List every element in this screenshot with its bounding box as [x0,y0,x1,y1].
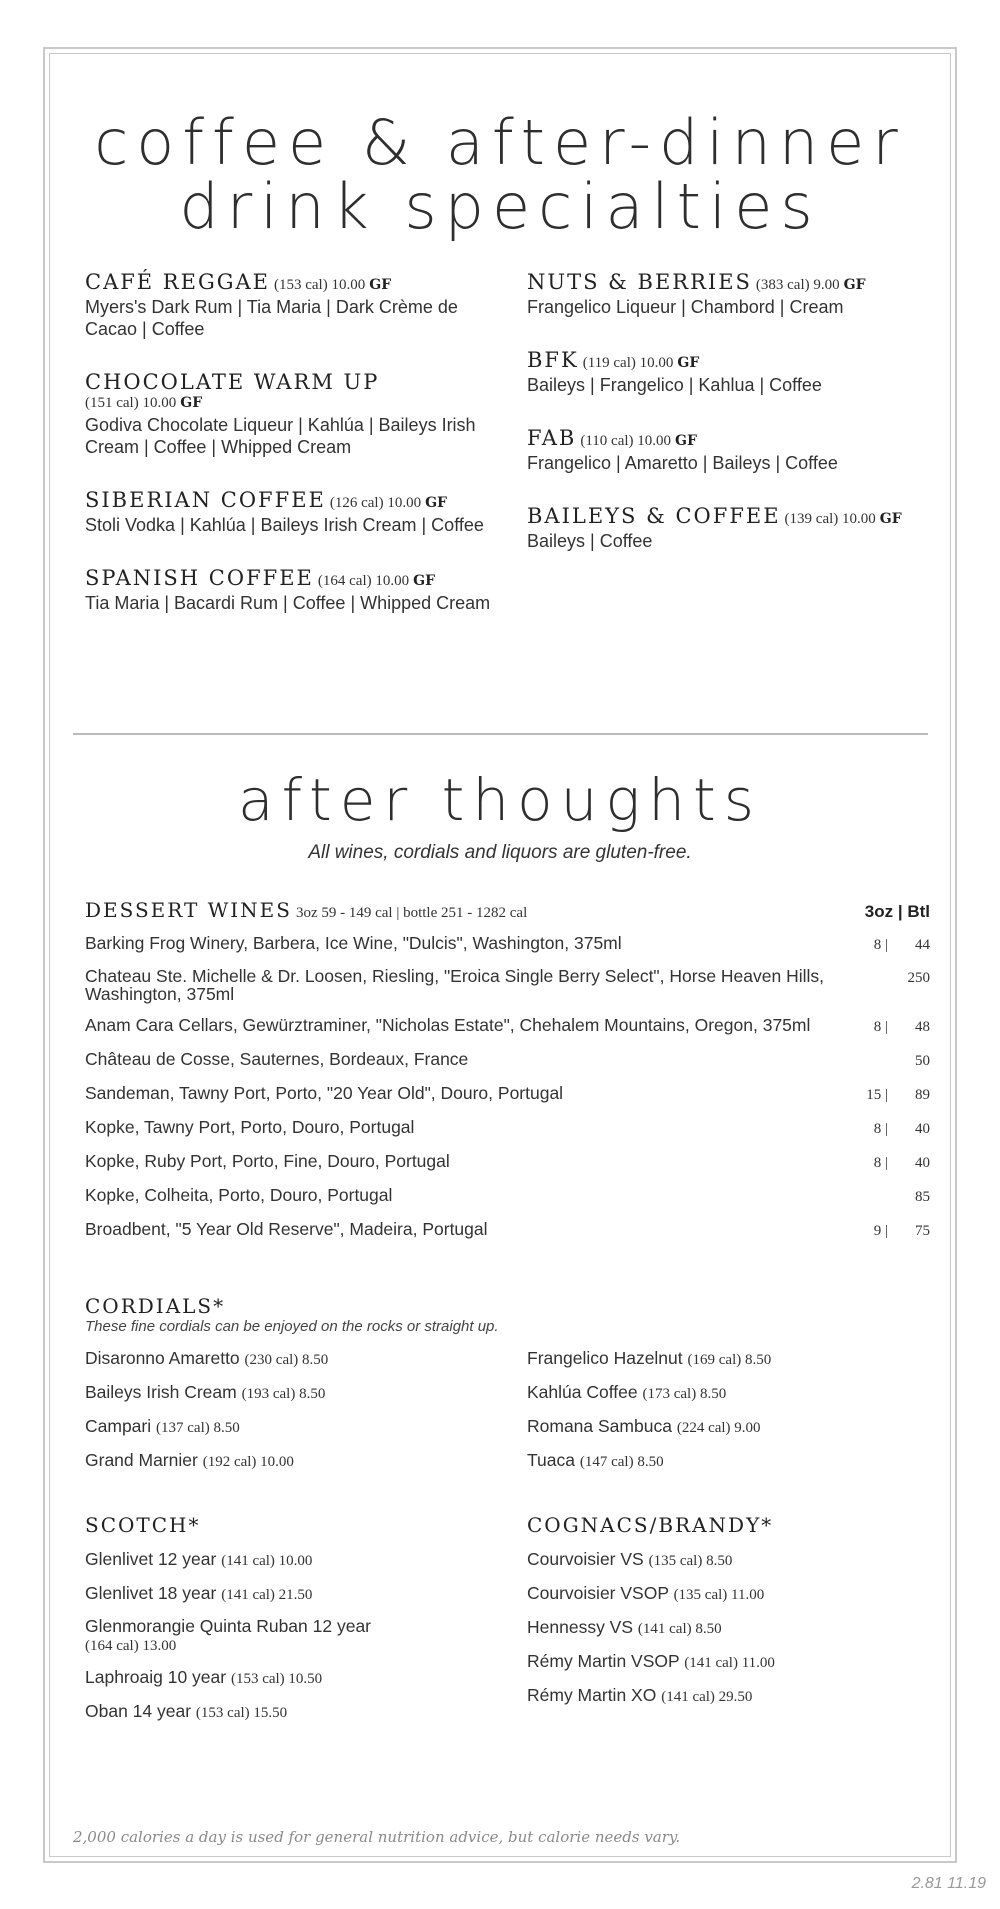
specialty-description: Myers's Dark Rum | Tia Maria | Dark Crème de Cacao | Coffee [85,297,458,339]
cordial-item [85,1416,505,1438]
gluten-free-badge: GF [879,511,902,527]
wine-price-3oz: 9 | [873,1223,888,1239]
gluten-free-badge: GF [413,573,436,589]
wine-name: Kopke, Ruby Port, Porto, Fine, Douro, Portugal [85,1151,450,1171]
wine-name: Château de Cosse, Sauternes, Bordeaux, France [85,1049,469,1069]
gluten-free-badge: GF [425,495,447,511]
cognac-name: Hennessy VS [527,1617,634,1637]
specialty-description: Frangelico Liqueur | Chambord | Cream [527,297,844,317]
wine-name: Chateau Ste. Michelle & Dr. Loosen, Riesling, "Eroica Single Berry Select", Horse Heaven Hills, Washington, 375ml [85,966,825,1004]
wine-price-bottle: 44 [915,937,930,953]
cordial-price: (193 cal) 8.50 [241,1386,326,1402]
dessert-wines-calories: 3oz 59 - 149 cal | bottle 251 - 1282 cal [295,905,528,921]
scotch-name: Glenlivet 12 year [85,1549,217,1569]
cognacs-section [527,1513,927,1707]
cognac-price: (135 cal) 8.50 [648,1553,733,1569]
cordial-price: (147 cal) 8.50 [579,1454,664,1470]
specialty-item [85,370,495,458]
scotch-price: (164 cal) 13.00 [85,1638,177,1654]
specialty-meta: (151 cal) 10.00 [85,395,177,411]
gluten-free-badge: GF [843,277,866,293]
cordial-item [85,1382,505,1404]
wine-row [85,1186,930,1207]
dessert-wines-section [85,898,930,1241]
cordials-note: These fine cordials can be enjoyed on the rocks or straight up. [85,1318,499,1335]
dessert-wines-header [85,898,930,928]
dessert-wines-heading: DESSERT WINES [85,898,292,922]
scotch-item [85,1701,505,1723]
cordial-price: (169 cal) 8.50 [687,1352,772,1368]
cordials-left-list [85,1348,505,1472]
specialty-name: FAB [527,426,577,450]
specialty-description: Tia Maria | Bacardi Rum | Coffee | Whipped Cream [85,593,491,613]
specialty-description: Frangelico | Amaretto | Baileys | Coffee [527,453,838,473]
cognac-name: Rémy Martin VSOP [527,1651,680,1671]
price-column-header: 3oz | Btl [864,902,930,921]
wine-price-3oz: 8 | [873,1019,888,1035]
specialty-description: Baileys | Coffee [527,531,653,551]
cognac-price: (141 cal) 8.50 [637,1621,722,1637]
wine-row [85,1084,930,1105]
wine-price-bottle: 89 [915,1087,930,1103]
cognac-name: Courvoisier VSOP [527,1583,669,1603]
specialty-meta: (119 cal) 10.00 [582,355,674,371]
wine-name: Sandeman, Tawny Port, Porto, "20 Year Old", Douro, Portugal [85,1083,564,1103]
calorie-disclaimer: 2,000 calories a day is used for general nutrition advice, but calorie needs vary. [73,1828,681,1846]
wine-price-3oz [845,1186,888,1188]
wine-price-bottle: 48 [915,1019,930,1035]
cordial-name: Romana Sambuca [527,1416,672,1436]
specialty-meta: (164 cal) 10.00 [317,573,410,589]
cognac-item [527,1549,927,1571]
wine-row [85,934,930,955]
gluten-free-badge: GF [180,395,203,411]
cognac-item [527,1651,927,1673]
specialty-item [527,348,927,396]
scotch-price: (141 cal) 21.50 [221,1587,313,1603]
scotch-section [85,1513,505,1723]
specialty-description: Godiva Chocolate Liqueur | Kahlúa | Baileys Irish Cream | Coffee | Whipped Cream [85,415,476,457]
specialty-name: SPANISH COFFEE [85,566,314,590]
scotch-name: Glenlivet 18 year [85,1583,217,1603]
gluten-free-note: All wines, cordials and liquors are gluten-free. [308,842,692,863]
cordial-name: Disaronno Amaretto [85,1348,240,1368]
scotch-name: Laphroaig 10 year [85,1667,227,1687]
wine-price-3oz: 8 | [873,1155,888,1171]
cognac-item [527,1685,927,1707]
specialty-description: Baileys | Frangelico | Kahlua | Coffee [527,375,822,395]
cordial-item [527,1348,927,1370]
scotch-heading: SCOTCH* [85,1513,201,1537]
cognac-price: (135 cal) 11.00 [673,1587,765,1603]
cordial-price: (224 cal) 9.00 [676,1420,761,1436]
wine-price-3oz [845,967,888,969]
wine-name: Kopke, Colheita, Porto, Douro, Portugal [85,1185,393,1205]
scotch-item [85,1583,505,1605]
menu-version-code: 2.81 11.19 [911,1875,986,1892]
cordial-name: Frangelico Hazelnut [527,1348,683,1368]
wine-price-3oz: 15 | [866,1087,888,1103]
page-title-line1: coffee & after-dinner [94,106,906,179]
specialty-name: NUTS & BERRIES [527,270,752,294]
wine-price-bottle: 40 [915,1155,930,1171]
cognac-price: (141 cal) 11.00 [684,1655,775,1671]
wine-row [85,1152,930,1173]
specialty-meta: (153 cal) 10.00 [274,277,366,293]
cordial-item [85,1348,505,1370]
gluten-free-badge: GF [369,277,392,293]
specialty-meta: (139 cal) 10.00 [784,511,876,527]
specialty-meta: (126 cal) 10.00 [329,495,422,511]
specialty-item [527,270,927,318]
specialties-right-column [527,270,927,582]
page-title-line2: drink specialties [179,170,821,243]
specialty-item [85,566,495,614]
wine-name: Kopke, Tawny Port, Porto, Douro, Portugal [85,1117,415,1137]
after-thoughts-title: after thoughts [238,766,762,834]
specialty-meta: (383 cal) 9.00 [755,277,840,293]
cordial-price: (192 cal) 10.00 [202,1454,294,1470]
cordial-name: Grand Marnier [85,1450,198,1470]
specialty-item [527,426,927,474]
wine-price-bottle: 85 [915,1189,930,1205]
specialty-item [85,270,495,340]
scotch-item [85,1667,505,1689]
section-divider [73,733,928,735]
wine-row [85,1016,930,1037]
wine-row [85,1220,930,1241]
cordial-price: (137 cal) 8.50 [156,1420,240,1436]
cordials-section [85,1294,935,1335]
cognacs-heading: COGNACS/BRANDY* [527,1513,774,1537]
cognac-name: Rémy Martin XO [527,1685,657,1705]
wine-row [85,967,930,1003]
scotch-name: Glenmorangie Quinta Ruban 12 year [85,1616,372,1636]
specialty-name: CHOCOLATE WARM UP [85,370,380,394]
wine-row [85,1050,930,1071]
specialty-name: BFK [527,348,579,372]
scotch-price: (153 cal) 10.50 [230,1671,323,1687]
cordial-price: (230 cal) 8.50 [244,1352,329,1368]
gluten-free-badge: GF [677,355,700,371]
specialty-name: CAFÉ REGGAE [85,270,270,294]
wine-price-3oz [845,1050,888,1052]
wine-name: Barking Frog Winery, Barbera, Ice Wine, "Dulcis", Washington, 375ml [85,933,622,953]
specialty-description: Stoli Vodka | Kahlúa | Baileys Irish Cream | Coffee [85,515,484,535]
cordial-price: (173 cal) 8.50 [642,1386,727,1402]
specialty-name: BAILEYS & COFFEE [527,504,781,528]
cognac-name: Courvoisier VS [527,1549,644,1569]
wine-price-3oz: 8 | [873,1121,888,1137]
wine-name: Anam Cara Cellars, Gewürztraminer, "Nicholas Estate", Chehalem Mountains, Oregon, 375ml [85,1015,811,1035]
wine-price-bottle: 250 [907,970,930,986]
specialty-name: SIBERIAN COFFEE [85,488,326,512]
scotch-price: (153 cal) 15.50 [195,1705,288,1721]
wine-price-bottle: 40 [915,1121,930,1137]
cognac-item [527,1583,927,1605]
cordials-heading: CORDIALS* [85,1294,226,1318]
cordial-name: Baileys Irish Cream [85,1382,237,1402]
cordial-name: Kahlúa Coffee [527,1382,638,1402]
specialties-left-column [85,270,495,644]
cordial-item [527,1450,927,1472]
specialty-item [85,488,495,536]
cordial-name: Tuaca [527,1450,575,1470]
cognac-price: (141 cal) 29.50 [661,1689,753,1705]
wine-name: Broadbent, "5 Year Old Reserve", Madeira, Portugal [85,1219,488,1239]
wine-price-bottle: 50 [915,1053,930,1069]
wine-price-3oz: 8 | [873,937,888,953]
scotch-item [85,1549,505,1571]
scotch-price: (141 cal) 10.00 [221,1553,313,1569]
specialty-item [527,504,927,552]
scotch-name: Oban 14 year [85,1701,192,1721]
wine-price-bottle: 75 [915,1223,930,1239]
cognac-item [527,1617,927,1639]
specialty-meta: (110 cal) 10.00 [580,433,672,449]
wine-row [85,1118,930,1139]
cordial-item [527,1416,927,1438]
cordials-right-list [527,1348,927,1472]
scotch-item [85,1617,505,1655]
cordial-item [85,1450,505,1472]
gluten-free-badge: GF [675,433,697,449]
cordial-item [527,1382,927,1404]
cordial-name: Campari [85,1416,152,1436]
